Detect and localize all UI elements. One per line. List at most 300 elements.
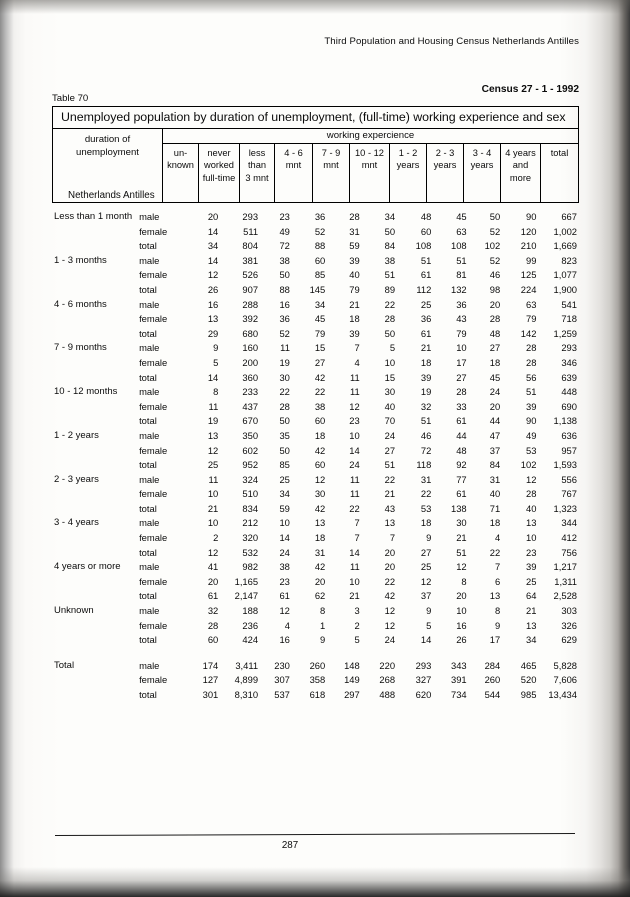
col-line2: mnt	[285, 160, 302, 171]
stub-header-line2: unemployment	[76, 147, 139, 158]
table-cell: 90	[526, 415, 537, 427]
duration-label	[52, 503, 139, 518]
table-cell: 22	[384, 473, 396, 485]
table-cell: 3,411	[235, 659, 259, 671]
table-cell: 132	[450, 283, 467, 295]
table-cell: 297	[344, 689, 360, 700]
table-cell: 3	[354, 605, 360, 617]
table-cell: 620	[415, 689, 432, 700]
duration-label: 1 - 3 months	[54, 254, 107, 266]
table-cell: 38	[314, 400, 326, 412]
col-header-total	[541, 144, 578, 202]
table-cell: 28	[456, 386, 467, 398]
table-cell: 21	[349, 298, 360, 310]
table-cell: 53	[526, 444, 537, 456]
table-cell: 108	[415, 240, 432, 252]
sex-label: male	[139, 342, 160, 354]
duration-label	[52, 445, 139, 460]
table-cell: 520	[520, 674, 537, 686]
table-cell: 20	[489, 400, 501, 412]
duration-label: Unknown	[54, 605, 94, 617]
table-cell: 32	[420, 400, 432, 412]
sex-label: male	[139, 473, 160, 485]
sex-label: female	[139, 619, 168, 631]
table-cell: 60	[314, 254, 326, 266]
table-cell: 90	[526, 211, 537, 222]
table-cell: 36	[456, 298, 467, 310]
table-cell: 145	[309, 283, 326, 295]
table-cell: 1	[320, 619, 326, 631]
table-cell: 25	[526, 575, 537, 587]
col-header-less-than-3-mnt	[240, 144, 275, 202]
table-cell: 142	[520, 327, 537, 339]
table-row	[52, 561, 579, 576]
table-cell: 59	[349, 240, 360, 252]
census-date: Census 27 - 1 - 1992	[481, 84, 579, 95]
table-cell: 56	[526, 371, 537, 383]
table-cell: 212	[242, 517, 259, 529]
table-cell: 51	[456, 546, 467, 558]
table-row	[52, 547, 579, 562]
table-cell: 21	[456, 532, 467, 544]
table-number: Table 70	[52, 93, 89, 104]
table-frame	[52, 106, 579, 203]
table-cell: 9	[213, 342, 219, 354]
table-cell: 24	[349, 459, 360, 471]
table-cell: 102	[520, 459, 537, 471]
table-cell: 690	[561, 400, 577, 412]
sex-label: female	[139, 400, 168, 412]
table-cell: 98	[489, 283, 501, 295]
table-cell: 38	[279, 561, 290, 573]
region-label: Netherlands Antilles	[68, 190, 155, 201]
table-cell: 510	[242, 488, 259, 500]
table-cell: 47	[489, 429, 501, 441]
table-cell: 327	[415, 674, 432, 686]
sex-label: female	[139, 313, 168, 325]
table-cell: 5,828	[553, 659, 577, 671]
table-cell: 756	[561, 546, 577, 558]
table-cell: 6	[495, 575, 501, 587]
table-cell: 12	[314, 473, 326, 485]
table-cell: 391	[450, 674, 467, 686]
table-cell: 10	[456, 342, 467, 354]
col-header-7-9-mnt	[313, 144, 350, 202]
table-cell: 804	[242, 240, 259, 252]
table-cell: 236	[242, 619, 259, 631]
table-row	[52, 372, 579, 387]
sex-label: male	[139, 298, 160, 310]
table-cell: 29	[207, 327, 219, 339]
table-cell: 24	[279, 546, 290, 558]
duration-label	[52, 401, 139, 416]
table-cell: 11	[208, 400, 219, 412]
table-cell: 50	[384, 327, 396, 339]
table-row	[52, 415, 579, 430]
table-cell: 412	[561, 532, 577, 544]
table-cell: 28	[384, 313, 396, 325]
col-line2: known	[167, 160, 194, 171]
col-header-1-2-years	[390, 144, 427, 202]
table-cell: 85	[314, 269, 326, 281]
duration-label	[52, 284, 139, 299]
sex-label: male	[139, 605, 160, 617]
table-cell: 16	[456, 619, 467, 631]
table-cell: 11	[349, 386, 360, 398]
table-cell: 24	[489, 386, 501, 398]
table-cell: 88	[314, 240, 326, 252]
table-cell: 2,528	[553, 590, 577, 602]
table-cell: 18	[314, 429, 326, 441]
table-cell: 70	[384, 415, 396, 427]
table-cell: 62	[314, 590, 326, 602]
table-cell: 10	[207, 517, 219, 529]
table-cell: 28	[279, 400, 290, 412]
sex-label: male	[139, 211, 160, 222]
table-cell: 39	[526, 561, 537, 573]
table-cell: 28	[526, 488, 537, 500]
table-cell: 22	[420, 488, 432, 500]
table-cell: 31	[314, 546, 326, 558]
duration-label	[52, 590, 139, 605]
table-cell: 307	[274, 674, 290, 686]
table-cell: 9	[320, 634, 326, 646]
table-row	[52, 674, 579, 689]
sex-label: female	[139, 269, 168, 281]
table-cell: 28	[526, 342, 537, 354]
table-cell: 23	[279, 211, 290, 222]
table-cell: 45	[314, 313, 326, 325]
table-cell: 488	[379, 689, 396, 700]
table-cell: 20	[207, 211, 219, 222]
table-cell: 84	[489, 459, 501, 471]
table-cell: 174	[202, 659, 219, 671]
table-cell: 31	[489, 473, 501, 485]
table-cell: 18	[420, 356, 432, 368]
table-cell: 21	[420, 342, 432, 354]
col-line2: than	[247, 160, 267, 171]
duration-label	[52, 328, 139, 343]
table-row	[52, 240, 579, 255]
table-cell: 14	[207, 371, 219, 383]
table-cell: 293	[561, 342, 577, 354]
table-row	[52, 269, 579, 284]
table-cell: 51	[526, 386, 537, 398]
table-cell: 2,147	[234, 590, 259, 602]
table-cell: 60	[314, 415, 326, 427]
table-cell: 49	[279, 225, 290, 237]
table-cell: 50	[489, 211, 501, 222]
table-cell: 12	[207, 546, 219, 558]
col-line2: worked	[204, 160, 234, 171]
col-line2: mnt	[361, 160, 378, 171]
table-cell: 53	[420, 502, 432, 514]
table-cell: 16	[279, 634, 290, 646]
table-cell: 138	[450, 502, 467, 514]
table-cell: 22	[489, 546, 501, 558]
table-cell: 20	[207, 575, 219, 587]
sex-label: total	[139, 459, 157, 471]
table-cell: 392	[242, 313, 259, 325]
table-cell: 10	[349, 575, 360, 587]
table-cell: 1,323	[553, 502, 577, 514]
table-cell: 12	[526, 473, 537, 485]
col-line1: 2 - 3	[435, 148, 455, 158]
table-cell: 13	[384, 517, 396, 529]
table-row	[52, 386, 579, 401]
table-cell: 188	[242, 605, 259, 617]
table-row	[52, 503, 579, 518]
table-cell: 28	[349, 211, 360, 222]
page-number: 287	[281, 840, 299, 851]
table-cell: 52	[489, 254, 501, 266]
duration-label	[52, 415, 139, 430]
table-cell: 21	[526, 605, 537, 617]
sex-label: female	[139, 532, 168, 544]
table-cell: 1,593	[553, 459, 577, 471]
sex-label: total	[139, 689, 157, 700]
table-cell: 51	[384, 269, 396, 281]
table-cell: 2	[354, 619, 360, 631]
table-cell: 14	[349, 546, 360, 558]
table-cell: 20	[456, 590, 467, 602]
table-cell: 767	[561, 488, 577, 500]
table-cell: 14	[420, 634, 432, 646]
table-cell: 27	[314, 356, 326, 368]
table-cell: 85	[279, 459, 290, 471]
table-cell: 346	[561, 356, 577, 368]
table-cell: 23	[349, 415, 360, 427]
table-cell: 11	[280, 342, 290, 354]
table-cell: 52	[489, 225, 501, 237]
table-cell: 4	[284, 619, 290, 631]
table-cell: 1,311	[554, 575, 577, 587]
table-row	[52, 445, 579, 460]
table-cell: 16	[207, 298, 219, 310]
table-cell: 44	[489, 415, 501, 427]
table-row	[52, 474, 579, 489]
table-cell: 358	[309, 674, 326, 686]
col-header-4-years-and-more	[501, 144, 541, 202]
table-cell: 26	[207, 283, 219, 295]
table-cell: 8,310	[234, 689, 259, 700]
duration-label: 2 - 3 years	[54, 473, 99, 485]
col-line1: never	[207, 148, 231, 158]
table-cell: 13	[207, 429, 219, 441]
duration-label	[52, 226, 139, 241]
table-cell: 12	[279, 605, 290, 617]
table-cell: 344	[561, 517, 577, 529]
table-cell: 636	[561, 429, 577, 441]
table-cell: 19	[420, 386, 432, 398]
table-cell: 13	[207, 313, 219, 325]
table-cell: 25	[420, 561, 432, 573]
sex-label: female	[139, 575, 168, 587]
table-cell: 36	[314, 211, 326, 222]
sex-label: total	[139, 283, 157, 295]
table-row	[52, 517, 579, 532]
table-cell: 511	[243, 225, 259, 237]
table-cell: 20	[384, 546, 396, 558]
table-cell: 556	[561, 473, 577, 485]
table-cell: 667	[561, 211, 577, 222]
table-cell: 32	[207, 605, 219, 617]
table-cell: 22	[314, 386, 326, 398]
table-cell: 99	[526, 254, 537, 266]
table-cell: 260	[309, 659, 326, 671]
table-cell: 4,899	[234, 674, 259, 686]
table-cell: 7	[354, 342, 360, 354]
table-cell: 120	[520, 225, 537, 237]
table-cell: 22	[349, 502, 360, 514]
table-cell: 10	[207, 488, 219, 500]
table-cell: 43	[456, 313, 467, 325]
table-cell: 30	[456, 517, 467, 529]
table-cell: 7	[354, 517, 360, 529]
table-cell: 20	[489, 298, 501, 310]
table-cell: 11	[208, 473, 219, 485]
table-cell: 39	[420, 371, 432, 383]
table-cell: 102	[484, 240, 501, 252]
table-cell: 537	[274, 689, 290, 700]
table-cell: 233	[242, 386, 259, 398]
col-line1: un-	[173, 148, 188, 158]
table-row	[52, 255, 579, 270]
stub-header-line1: duration of	[84, 134, 131, 145]
table-cell: 24	[384, 429, 396, 441]
table-cell: 907	[242, 283, 259, 295]
table-cell: 734	[450, 689, 467, 700]
table-row	[52, 313, 579, 328]
table-cell: 629	[561, 634, 577, 646]
table-cell: 448	[561, 386, 577, 398]
duration-label	[52, 372, 139, 387]
sex-label: total	[139, 546, 157, 558]
table-cell: 31	[420, 473, 432, 485]
table-cell: 50	[279, 269, 290, 281]
col-line2: years	[396, 160, 420, 171]
table-cell: 92	[456, 459, 467, 471]
table-cell: 210	[520, 240, 537, 252]
duration-label: 10 - 12 months	[54, 386, 118, 398]
table-cell: 30	[314, 488, 326, 500]
table-cell: 1,217	[553, 561, 577, 573]
duration-label	[52, 689, 139, 704]
table-cell: 51	[420, 254, 432, 266]
col-line1: less	[248, 148, 266, 158]
sex-label: male	[139, 254, 160, 266]
col-header-2-3-years	[427, 144, 464, 202]
col-header-10-12-mnt	[350, 144, 390, 202]
duration-label: Less than 1 month	[54, 211, 133, 222]
sex-label: female	[139, 488, 168, 500]
table-cell: 27	[489, 342, 501, 354]
table-cell: 5	[389, 342, 396, 354]
table-cell: 23	[279, 575, 290, 587]
table-cell: 15	[314, 342, 326, 354]
col-line2: years	[470, 160, 494, 171]
sex-label: total	[139, 590, 157, 602]
table-row	[52, 357, 579, 372]
table-cell: 125	[520, 269, 537, 281]
sex-label: male	[139, 429, 160, 441]
table-cell: 12	[349, 400, 360, 412]
table-cell: 34	[384, 211, 396, 222]
table-cell: 46	[420, 429, 432, 441]
duration-label: 4 years or more	[54, 561, 121, 573]
table-cell: 18	[314, 532, 326, 544]
table-cell: 268	[379, 674, 396, 686]
table-cell: 81	[456, 269, 467, 281]
table-cell: 25	[207, 459, 219, 471]
sex-label: female	[139, 356, 168, 368]
sex-label: female	[139, 674, 168, 686]
table-cell: 60	[420, 225, 432, 237]
table-cell: 526	[242, 269, 259, 281]
table-cell: 303	[561, 605, 577, 617]
table-row	[52, 605, 579, 620]
table-cell: 39	[526, 400, 537, 412]
table-cell: 9	[426, 605, 432, 617]
table-row	[52, 226, 579, 241]
row-spacer	[52, 649, 579, 660]
table-cell: 639	[561, 371, 577, 383]
table-cell: 42	[384, 590, 396, 602]
sex-label: male	[139, 517, 160, 529]
table-cell: 11	[349, 488, 360, 500]
table-cell: 5	[354, 634, 360, 646]
duration-label	[52, 488, 139, 503]
data-table	[52, 211, 579, 704]
table-cell: 1,138	[553, 415, 577, 427]
table-cell: 48	[489, 327, 501, 339]
table-cell: 108	[450, 240, 467, 252]
col-line2: and	[512, 160, 529, 171]
duration-label	[52, 269, 139, 284]
table-cell: 41	[207, 561, 219, 573]
table-cell: 50	[279, 415, 290, 427]
duration-label: 3 - 4 years	[54, 517, 99, 529]
table-cell: 1,669	[553, 240, 577, 252]
sex-label: total	[139, 371, 157, 383]
table-cell: 14	[349, 444, 360, 456]
table-cell: 27	[456, 371, 467, 383]
table-cell: 39	[349, 327, 360, 339]
table-row	[52, 689, 579, 704]
sex-label: male	[139, 386, 160, 398]
table-cell: 8	[213, 386, 219, 398]
col-line1: 7 - 9	[321, 148, 341, 158]
table-cell: 43	[384, 502, 396, 514]
duration-label	[52, 313, 139, 328]
table-cell: 985	[520, 689, 537, 700]
table-cell: 72	[420, 444, 432, 456]
table-cell: 38	[384, 254, 396, 266]
table-cell: 293	[242, 211, 259, 222]
table-cell: 12	[384, 619, 396, 631]
table-cell: 61	[456, 488, 467, 500]
table-cell: 1,002	[553, 225, 577, 237]
table-cell: 343	[450, 659, 467, 671]
table-cell: 602	[242, 444, 259, 456]
col-line1: 1 - 2	[398, 148, 418, 158]
table-cell: 25	[279, 473, 290, 485]
table-cell: 37	[420, 590, 432, 602]
table-row	[52, 634, 579, 649]
table-cell: 14	[207, 225, 219, 237]
table-cell: 7,606	[553, 674, 577, 686]
table-cell: 18	[420, 517, 432, 529]
